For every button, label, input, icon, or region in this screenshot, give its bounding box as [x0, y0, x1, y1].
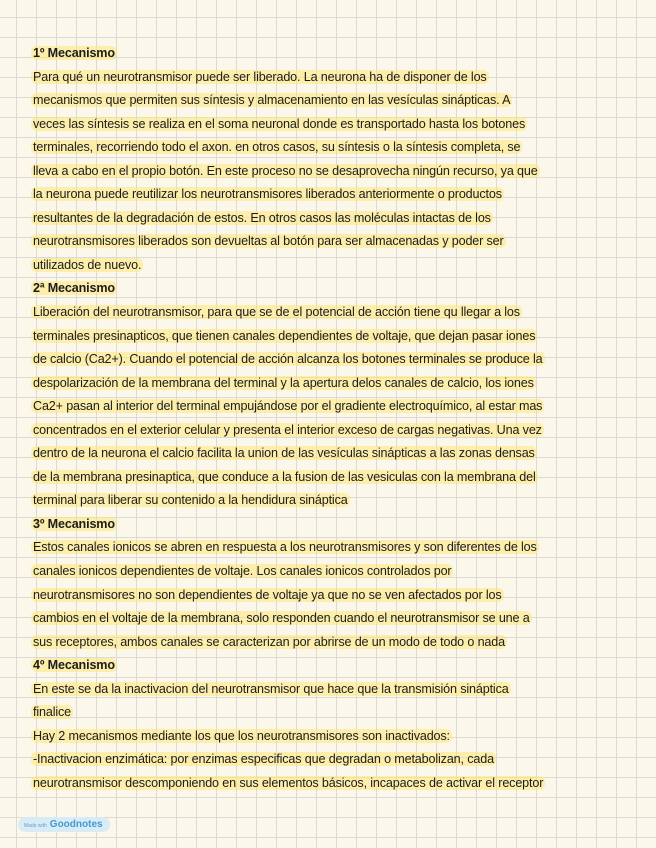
goodnotes-badge — [18, 817, 110, 832]
text-line — [33, 584, 633, 608]
badge-brand: Goodnotes — [49, 819, 103, 830]
text-line — [33, 301, 633, 325]
highlighted-text: terminales, recorriendo todo el axon. en otros casos, su síntesis o la síntesis completa, se — [33, 140, 521, 155]
section-heading — [33, 277, 633, 301]
highlighted-text: 4º Mecanismo — [33, 658, 115, 673]
highlighted-text: Estos canales ionicos se abren en respuesta a los neurotransmisores y son diferentes de los — [33, 540, 537, 555]
text-line — [33, 325, 633, 349]
highlighted-text: utilizados de nuevo. — [33, 257, 142, 272]
text-line — [33, 207, 633, 231]
text-line — [33, 725, 633, 749]
highlighted-text: 1º Mecanismo — [33, 46, 115, 60]
highlighted-text: Liberación del neurotransmisor, para que se de el potencial de acción tiene qu llegar a los — [33, 305, 520, 320]
text-line — [33, 466, 633, 490]
highlighted-text: Ca2+ pasan al interior del terminal empujándose por el gradiente electroquímico, al estar mas — [33, 399, 543, 414]
highlighted-text: neurotransmisor descomponiendo en sus elementos básicos, incapaces de activar el receptor — [33, 775, 544, 790]
highlighted-text: 3º Mecanismo — [33, 516, 115, 531]
highlighted-text: resultantes de la degradación de estos. En otros casos las moléculas intactas de los — [33, 210, 491, 225]
highlighted-text: lleva a cabo en el propio botón. En este proceso no se desaprovecha ningún recurso, ya que — [33, 163, 538, 178]
highlighted-text: terminales presinapticos, que tienen canales dependientes de voltaje, que dejan pasar iones — [33, 328, 536, 343]
highlighted-text: -Inactivacion enzimática: por enzimas especificas que degradan o metabolizan, cada — [33, 752, 494, 767]
highlighted-text: dentro de la neurona el calcio facilita la union de las vesículas sinápticas a las zonas densas — [33, 446, 535, 461]
text-line — [33, 419, 633, 443]
text-line — [33, 560, 633, 584]
highlighted-text: mecanismos que permiten sus síntesis y almacenamiento en las vesículas sinápticas. A — [33, 93, 511, 108]
highlighted-text: despolarización de la membrana del terminal y la apertura delos canales de calcio, los iones — [33, 375, 534, 390]
text-line — [33, 372, 633, 396]
badge-prefix: Made with — [24, 823, 47, 829]
section-heading — [33, 42, 633, 66]
highlighted-text: Hay 2 mecanismos mediante los que los neurotransmisores son inactivados: — [33, 728, 450, 743]
text-line — [33, 183, 633, 207]
text-line — [33, 160, 633, 184]
text-line — [33, 701, 633, 725]
highlighted-text: de calcio (Ca2+). Cuando el potencial de acción alcanza los botones terminales se produce la — [33, 352, 543, 367]
text-line — [33, 136, 633, 160]
highlighted-text: neurotransmisores no son dependientes de voltaje ya que no se ven afectados por los — [33, 587, 502, 602]
section-heading — [33, 513, 633, 537]
highlighted-text: canales ionicos dependientes de voltaje. Los canales ionicos controlados por — [33, 564, 452, 579]
section-heading — [33, 654, 633, 678]
highlighted-text: sus receptores, ambos canales se caracterizan por abrirse de un modo de todo o nada — [33, 634, 505, 649]
text-line — [33, 254, 633, 278]
text-line — [33, 113, 633, 137]
text-line — [33, 489, 633, 513]
highlighted-text: la neurona puede reutilizar los neurotransmisores liberados anteriormente o productos — [33, 187, 502, 202]
text-line — [33, 536, 633, 560]
text-line — [33, 748, 633, 772]
highlighted-text: concentrados en el exterior celular y presenta el interior exceso de cargas negativas. Una vez — [33, 422, 542, 437]
text-line — [33, 89, 633, 113]
text-line — [33, 66, 633, 90]
highlighted-text: terminal para liberar su contenido a la hendidura sináptica — [33, 493, 348, 508]
text-line — [33, 348, 633, 372]
highlighted-text: Para qué un neurotransmisor puede ser liberado. La neurona ha de disponer de los — [33, 69, 487, 84]
handwritten-page — [33, 42, 633, 796]
highlighted-text: 2ª Mecanismo — [33, 281, 115, 296]
text-line — [33, 631, 633, 655]
text-line — [33, 230, 633, 254]
highlighted-text: En este se da la inactivacion del neurotransmisor que hace que la transmisión sináptica — [33, 681, 509, 696]
highlighted-text: de la membrana presinaptica, que conduce a la fusion de las vesiculas con la membrana del — [33, 469, 536, 484]
text-line — [33, 395, 633, 419]
text-line — [33, 607, 633, 631]
text-line — [33, 678, 633, 702]
highlighted-text: finalice — [33, 705, 72, 720]
text-line — [33, 772, 633, 796]
highlighted-text: veces las síntesis se realiza en el soma neuronal donde es transportado hasta los botones — [33, 116, 526, 131]
highlighted-text: neurotransmisores liberados son devueltas al botón para ser almacenadas y poder ser — [33, 234, 504, 249]
highlighted-text: cambios en el voltaje de la membrana, solo responden cuando el neurotransmisor se une a — [33, 611, 530, 626]
text-line — [33, 442, 633, 466]
